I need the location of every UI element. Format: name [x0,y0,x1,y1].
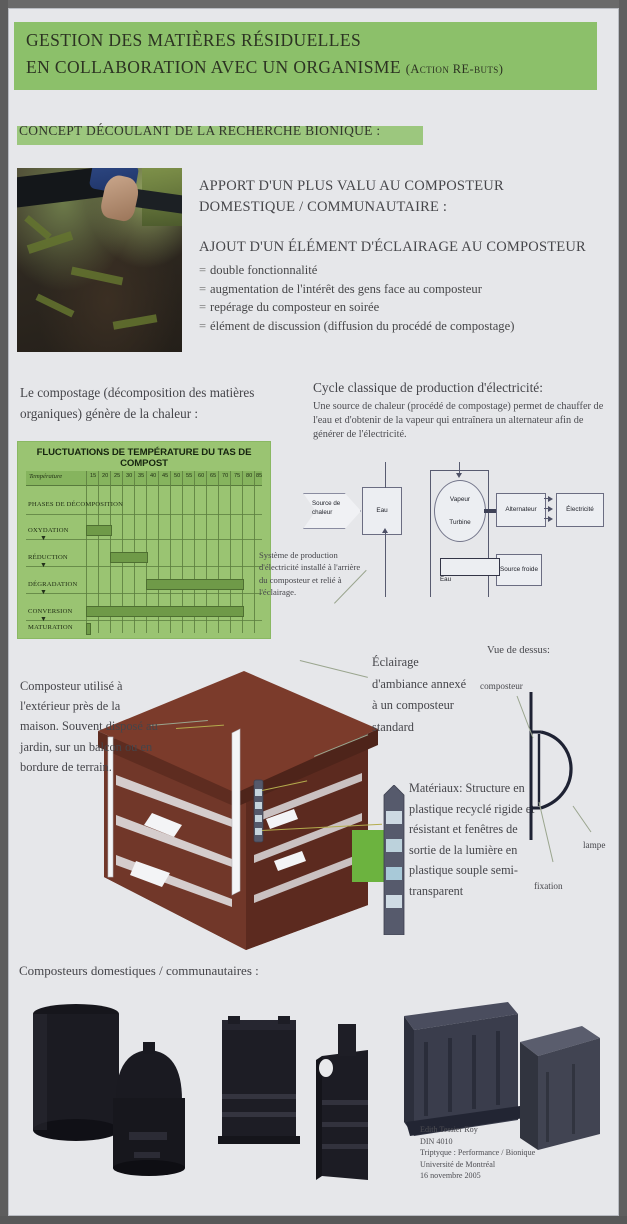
tick-label: 60 [198,473,205,479]
tick-label: 15 [90,473,97,479]
diagram-label-vapeur: Vapeur [449,496,471,503]
chart-bar-maturation [86,623,91,635]
intro-bullet-list [199,261,599,335]
poster-edge-top [0,0,627,8]
credit-author: Edith Tessier Roy [420,1125,478,1134]
chart-bar-reduction [110,552,148,563]
composter-photo-4 [316,1024,368,1180]
credits-block [420,1124,600,1182]
topview-label-composteur: composteur [480,681,523,691]
list-item [199,298,599,317]
composter-photo-3 [218,1016,300,1144]
tick-label: 40 [150,473,157,479]
intro-caption-1 [199,176,599,218]
eclairage-note: Éclairage d'ambiance annexé à un composteur standard [372,655,467,734]
tick-label: 35 [138,473,145,479]
poster-title-line-2-main: EN COLLABORATION AVEC UN ORGANISME [26,57,401,77]
composter-left-note: Composteur utilisé à l'extérieur près de la maison. Souvent disposé au jardin, sur un balcon ou en bordure de terrain. [20,679,158,774]
arrow-down-icon [456,473,462,478]
composter-photo-1 [33,1004,119,1141]
tick-label: 85 [256,473,263,479]
topview-title: Vue de dessus: [487,645,550,656]
poster-title-paren: (Action RE-buts) [405,62,504,76]
bullet-marker-icon: = [199,263,207,277]
poster-edge-bottom [0,1216,627,1224]
diagram-box-eau: Eau [362,487,402,535]
diagram-label-eau-bas: Eau [440,576,452,583]
temperature-chart-title: FLUCTUATIONS DE TEMPÉRATURE DU TAS DE COMPOST [36,447,252,469]
tick-label: 80 [246,473,253,479]
tick-label: 65 [210,473,217,479]
topview-label-lampe: lampe [583,840,606,850]
tick-label: 55 [186,473,193,479]
chart-bar-conversion [86,606,244,617]
topview-drawing [513,690,606,865]
diagram-line-eau-bottom [385,532,386,597]
bottom-section-heading: Composteurs domestiques / communautaires : [19,963,259,978]
phase-label-reduction: RÉDUCTION [28,554,68,561]
list-item [199,261,599,280]
compost-photo [17,168,182,352]
diagram-loop-left [430,470,431,597]
credit-course: DIN 4010 [420,1136,453,1146]
diagram-label-source-chaleur: Source de chaleur [312,500,341,516]
photo-leaf-5 [24,215,51,240]
diagram-loop-right [488,470,489,597]
compostage-heading [20,382,310,424]
photo-leaf-4 [113,314,158,330]
bullet-text: élément de discussion (diffusion du procédé de compostage) [210,318,515,333]
bullet-text: repérage du composteur en soirée [210,300,380,314]
list-item [199,317,599,336]
cycle-heading: Cycle classique de production d'électricité: [313,380,543,395]
bullet-marker-icon: = [199,281,207,296]
intro-text-block [199,176,599,335]
cycle-heading-block [313,378,613,443]
composter-photo-5 [404,1002,524,1136]
photo-leaf-2 [71,267,124,286]
compostage-heading-line-2: organiques) génère de la chaleur : [20,406,199,421]
tick-label: 70 [222,473,229,479]
chart-bar-oxydation [86,525,112,536]
bullet-marker-icon: = [199,318,207,333]
topview-label-fixation: fixation [534,881,563,891]
phase-label-oxydation: OXYDATION [28,527,69,534]
arrow-up-icon [382,528,388,533]
tick-label: 75 [234,473,241,479]
light-tube-detail [382,785,406,935]
topview-svg [513,690,606,865]
poster-edge-right [619,0,627,1224]
diagram-line-eau-top [385,462,386,488]
diagram-box-electricite: Électricité [556,493,604,527]
intro-caption-2: AJOUT D'UN ÉLÉMENT D'ÉCLAIRAGE AU COMPOSTEUR [199,239,586,255]
tick-label: 25 [114,473,121,479]
tick-label: 50 [174,473,181,479]
phase-label-conversion: CONVERSION [28,608,73,615]
bullet-text: augmentation de l'intérêt des gens face au composteur [210,281,482,296]
tick-label: 20 [102,473,109,479]
diagram-label-turbine: Turbine [449,519,471,526]
intro-caption-1-line-1: APPORT D'UN PLUS VALU AU COMPOSTEUR [199,178,504,194]
credit-date: 16 novembre 2005 [420,1171,481,1181]
credit-assignment: Triptyque : Performance / Bionique [420,1148,536,1158]
down-arrow-icon: ▼ [40,588,47,596]
bullet-text: double fonctionnalité [210,263,318,277]
phase-label-maturation: MATURATION [28,624,73,631]
concept-heading: CONCEPT DÉCOULANT DE LA RECHERCHE BIONIQUE : [19,123,381,138]
down-arrow-icon: ▼ [40,615,47,623]
credit-school: Université de Montréal [420,1159,496,1169]
cycle-body: Une source de chaleur (procédé de compostage) permet de chauffer de l'eau et d'obtenir de la vapeur qui entraînera un alternateur afin de générer de l'électricité. [313,401,604,441]
diagram-oval-vapeur-turbine [434,480,486,542]
diagram-condenser [440,558,500,576]
list-item [199,280,599,299]
diagram-box-source-froide: Source froide [496,554,542,586]
photo-leaf-3 [35,294,74,318]
chart-bar-degradation [146,579,244,590]
title-band [14,22,597,90]
poster-title-line-1: GESTION DES MATIÈRES RÉSIDUELLES [26,30,362,50]
temperature-row-label: Température [29,473,63,480]
composter-photo-2 [113,1042,185,1176]
compostage-heading-line-1: Le compostage (décomposition des matières [20,385,255,400]
system-production-note: Système de production d'électricité installé à l'arrière du composteur et relié à l'éclairage. [259,550,361,598]
phases-row-label: PHASES DE DÉCOMPOSITION [28,501,124,508]
materiaux-note: Matériaux: Structure en plastique recyclé rigide et résistant et fenêtres de sortie de la lumière en plastique souple semi-transparent [409,781,535,898]
poster-title-line-2 [26,57,503,78]
intro-caption-1-line-2: DOMESTIQUE / COMMUNAUTAIRE : [199,199,448,215]
tick-label: 45 [162,473,169,479]
down-arrow-icon: ▼ [40,534,47,542]
temperature-chart [17,441,271,639]
tick-label: 30 [126,473,133,479]
down-arrow-icon: ▼ [40,561,47,569]
bullet-marker-icon: = [199,300,207,314]
light-tube-svg [382,785,406,935]
arrow-right-icon [548,516,553,522]
phase-label-degradation: DÉGRADATION [28,581,78,588]
arrow-right-icon [548,506,553,512]
temperature-chart-grid [26,471,262,633]
arrow-right-icon [548,496,553,502]
diagram-box-alternateur: Alternateur [496,493,546,527]
poster-edge-left [0,0,8,1224]
